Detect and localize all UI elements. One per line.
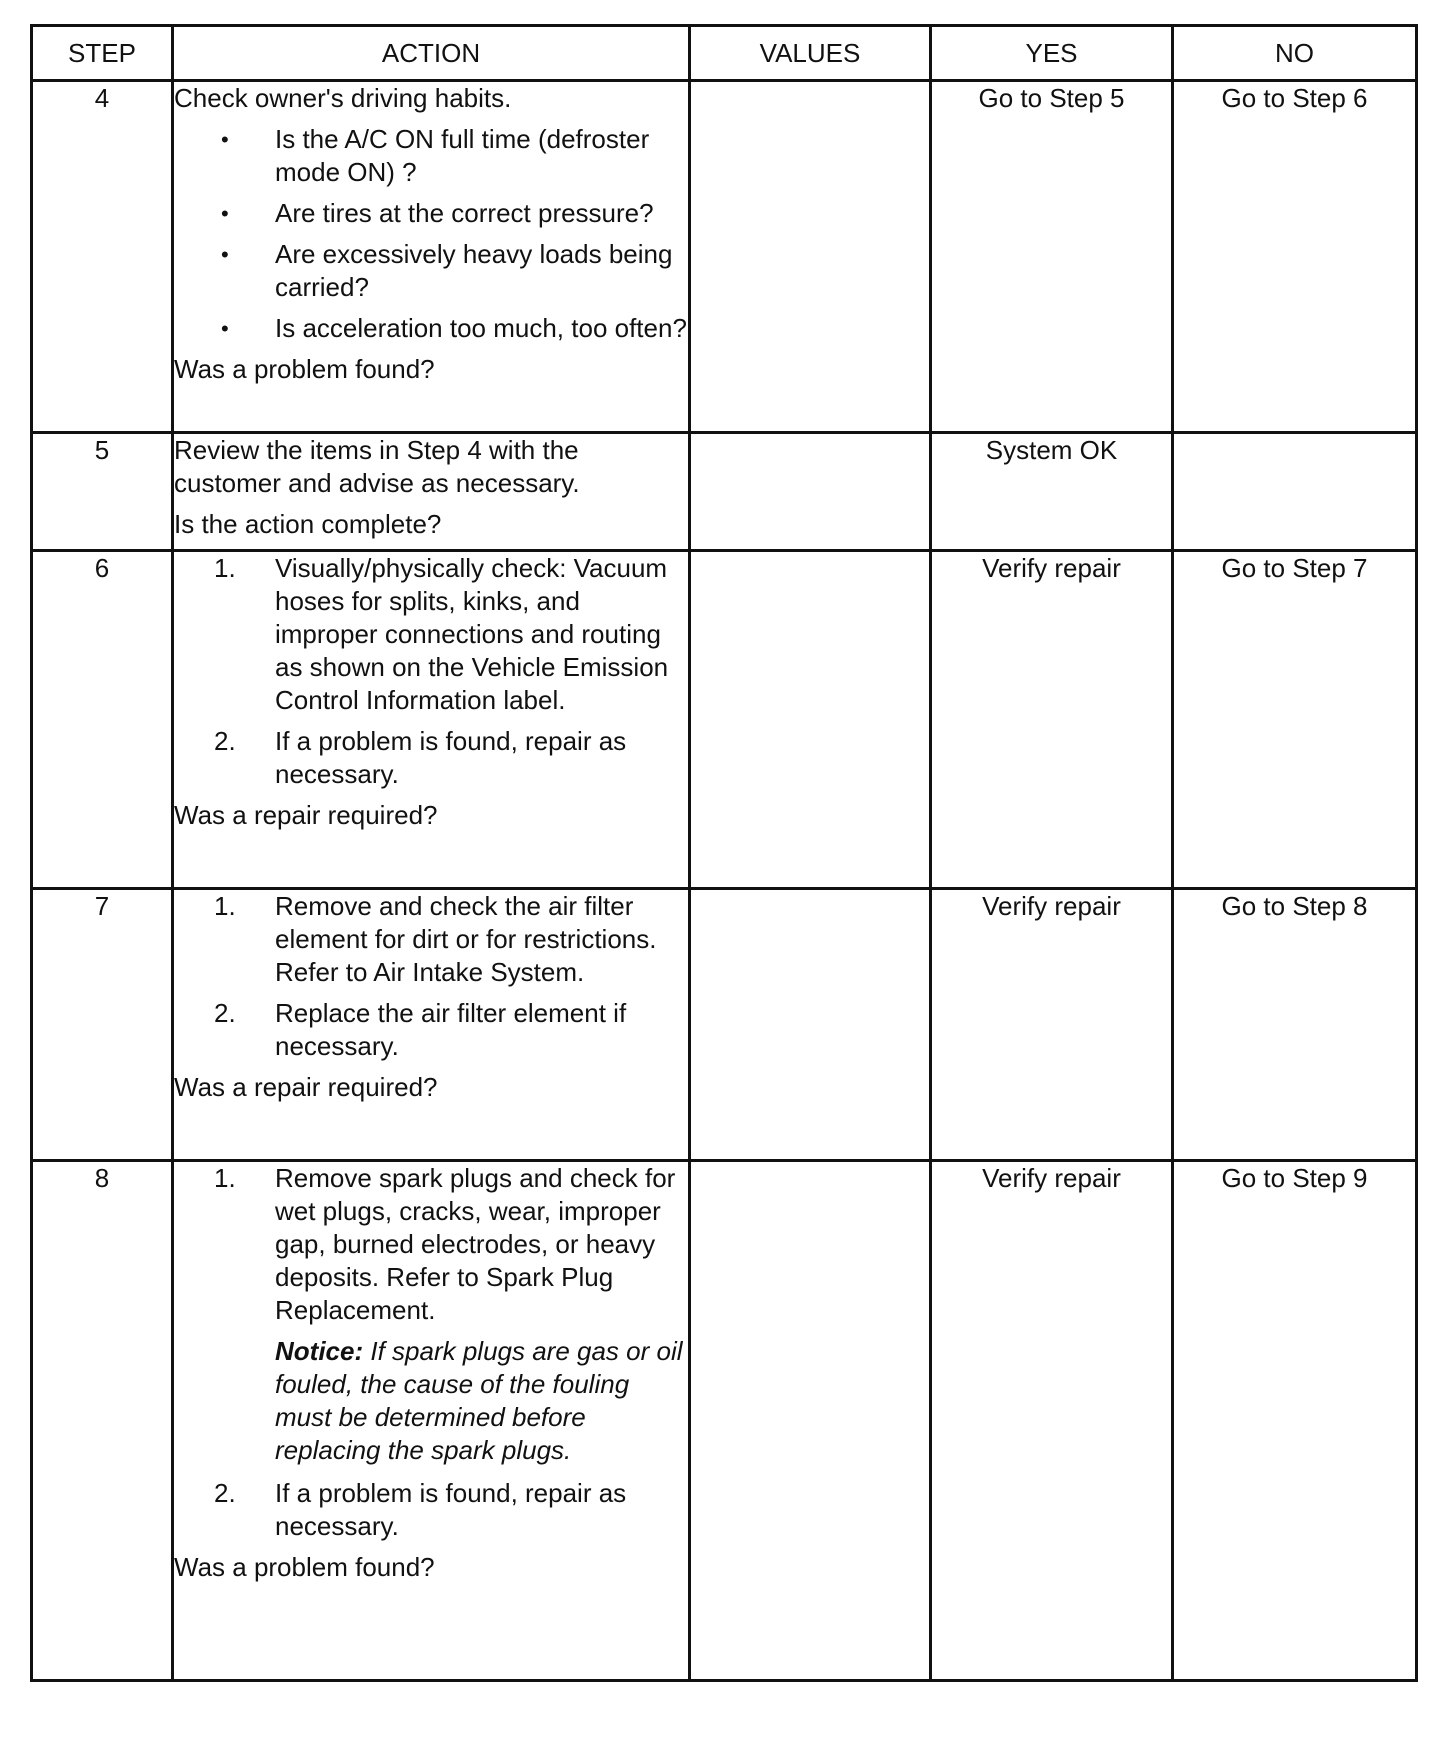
action-question: Was a repair required? (174, 1072, 438, 1102)
table-row (32, 551, 1417, 889)
table-row (32, 1161, 1417, 1681)
bullet-marker: • (221, 127, 229, 152)
bullet-text: Is the A/C ON full time (defroster mode ON) ? (275, 124, 650, 187)
item-text: Replace the air filter element if necessary. (275, 998, 627, 1061)
list-item (174, 238, 688, 304)
action-question: Was a problem found? (174, 1552, 435, 1582)
table-row (32, 433, 1417, 551)
diagnostic-table (30, 24, 1418, 1682)
action-cell (173, 1161, 690, 1681)
item-number: 2. (214, 1478, 236, 1508)
bullet-text: Are tires at the correct pressure? (275, 198, 654, 228)
no-cell (1173, 433, 1417, 551)
action-cell (173, 433, 690, 551)
item-number: 1. (214, 553, 236, 583)
values-cell (690, 433, 931, 551)
yes-cell: Verify repair (931, 551, 1173, 889)
step-number: 4 (32, 81, 173, 433)
header-values: VALUES (690, 26, 931, 81)
list-item (174, 552, 688, 717)
action-cell (173, 81, 690, 433)
bullet-marker: • (221, 316, 229, 341)
list-item (174, 1162, 688, 1327)
no-cell: Go to Step 8 (1173, 889, 1417, 1161)
notice-text: If spark plugs are gas or oil fouled, the cause of the fouling must be determined before replacing the spark plugs. (275, 1336, 683, 1465)
notice-label: Notice: (275, 1336, 364, 1366)
values-cell (690, 889, 931, 1161)
action-question: Is the action complete? (174, 509, 442, 539)
item-text: Visually/physically check: Vacuum hoses for splits, kinks, and improper connections and routing as shown on the Vehicle Emission Control Information label. (275, 553, 669, 715)
step-number: 8 (32, 1161, 173, 1681)
header-yes: YES (931, 26, 1173, 81)
table-row (32, 81, 1417, 433)
item-text: If a problem is found, repair as necessary. (275, 1478, 627, 1541)
no-cell: Go to Step 9 (1173, 1161, 1417, 1681)
no-cell: Go to Step 6 (1173, 81, 1417, 433)
item-number: 2. (214, 726, 236, 756)
header-row (32, 26, 1417, 81)
item-number: 1. (214, 1163, 236, 1193)
action-intro: Review the items in Step 4 with the customer and advise as necessary. (174, 435, 580, 498)
step-number: 5 (32, 433, 173, 551)
item-text: If a problem is found, repair as necessary. (275, 726, 627, 789)
bullet-text: Is acceleration too much, too often? (275, 313, 687, 343)
list-item (174, 997, 688, 1063)
list-item (174, 197, 688, 230)
yes-cell: Go to Step 5 (931, 81, 1173, 433)
action-question: Was a repair required? (174, 800, 438, 830)
table-row (32, 889, 1417, 1161)
action-intro: Check owner's driving habits. (174, 83, 512, 113)
item-text: Remove spark plugs and check for wet plugs, cracks, wear, improper gap, burned electrodes, or heavy deposits. Refer to Spark Plug Replacement. (275, 1163, 676, 1325)
item-number: 1. (214, 891, 236, 921)
bullet-marker: • (221, 201, 229, 226)
header-step: STEP (32, 26, 173, 81)
yes-cell: Verify repair (931, 889, 1173, 1161)
bullet-marker: • (221, 242, 229, 267)
header-no: NO (1173, 26, 1417, 81)
step-number: 6 (32, 551, 173, 889)
list-item (174, 1477, 688, 1543)
list-item (174, 312, 688, 345)
no-cell: Go to Step 7 (1173, 551, 1417, 889)
action-question: Was a problem found? (174, 354, 435, 384)
values-cell (690, 81, 931, 433)
list-item (174, 725, 688, 791)
action-cell (173, 551, 690, 889)
values-cell (690, 551, 931, 889)
list-item (174, 890, 688, 989)
action-cell (173, 889, 690, 1161)
list-item (174, 123, 688, 189)
bullet-text: Are excessively heavy loads being carried? (275, 239, 673, 302)
values-cell (690, 1161, 931, 1681)
step-number: 7 (32, 889, 173, 1161)
notice (275, 1335, 688, 1467)
item-text: Remove and check the air filter element for dirt or for restrictions. Refer to Air Intake System. (275, 891, 657, 987)
yes-cell: Verify repair (931, 1161, 1173, 1681)
header-action: ACTION (173, 26, 690, 81)
item-number: 2. (214, 998, 236, 1028)
yes-cell: System OK (931, 433, 1173, 551)
